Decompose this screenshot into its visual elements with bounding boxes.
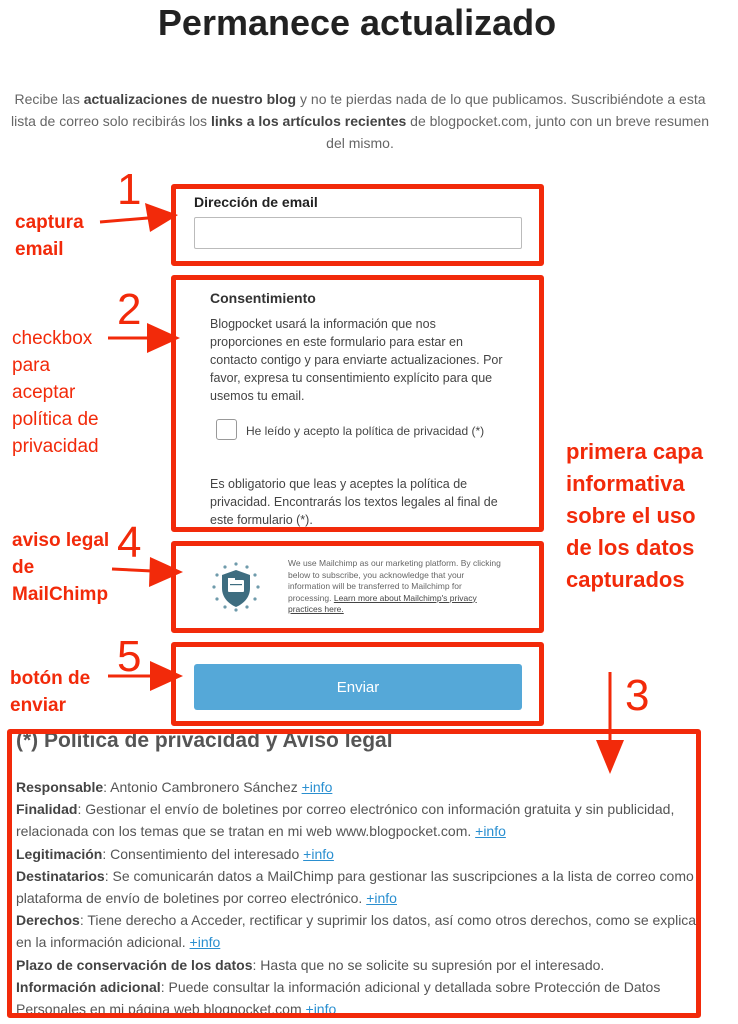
intro-fragment: y no te pierdas nada de lo que publicamos. Suscribiéndote a esta lista de correo solo recibirás los	[10, 91, 706, 129]
intro-fragment: actualizaciones de nuestro blog	[83, 91, 297, 107]
annotation-number-2: 2	[117, 285, 142, 334]
annotation-number-3: 3	[625, 671, 650, 720]
privacy-item-label: Destinatarios	[16, 867, 105, 884]
arrow-to-privacy	[596, 672, 624, 774]
intro-fragment: Recibe las	[14, 91, 84, 107]
privacy-item-text: : Tiene derecho a Acceder, rectificar y suprimir los datos, así como otros derechos, como se explica en la información adicional.	[16, 912, 697, 951]
mailchimp-notice-text: We use Mailchimp as our marketing platform. By clicking below to subscribe, you acknowledge that your information will be transferred to Mailchimp for processing.	[288, 558, 501, 603]
privacy-item-text: : Puede consultar la información adicional y detallada sobre Protección de Datos Personales en mi página web blogpocket.com	[16, 978, 661, 1018]
privacy-item-label: Plazo de conservación de los datos	[16, 956, 253, 973]
intro-fragment: links a los artículos recientes	[210, 113, 407, 129]
annotation-label-email: captura email	[15, 212, 84, 260]
privacy-item-text: : Hasta que no se solicite su supresión por el interesado.	[252, 956, 605, 973]
privacy-item-text: : Consentimiento del interesado	[102, 845, 304, 862]
intro-fragment: de blogpocket.com, junto con un breve resumen del mismo.	[326, 113, 710, 151]
annotation-label-mailchimp: aviso legal de MailChimp	[12, 530, 110, 605]
arrow-to-email	[100, 203, 178, 232]
annotation-number-5: 5	[117, 632, 142, 681]
privacy-more-link[interactable]: +info	[366, 890, 397, 907]
privacy-item-text: : Se comunicarán datos a MailChimp para gestionar las suscripciones a la lista de correo como plataforma de envío de boletines por correo electrónico.	[16, 867, 694, 907]
privacy-more-link[interactable]: +info	[475, 823, 506, 840]
privacy-item-label: Información adicional	[16, 978, 161, 995]
page-title: Permanece actualizado	[157, 2, 557, 43]
consent-note: Es obligatorio que leas y aceptes la política de privacidad. Encontrarás los textos legales al final de este formulario (*).	[210, 477, 498, 527]
annotation-label-submit: botón de enviar	[10, 668, 91, 716]
privacy-item-text: : Gestionar el envío de boletines por correo electrónico con información gratuita y sin publicidad, relacionada con los temas que se tratan en mi web www.blogpocket.com.	[16, 801, 675, 840]
annotation-label-first-layer: primera capa informativa sobre el uso de los datos capturados	[566, 439, 703, 592]
arrow-to-mailchimp	[112, 557, 183, 587]
annotation-number-4: 4	[117, 518, 142, 567]
privacy-item-label: Legitimación	[16, 845, 103, 862]
annotation-number-1: 1	[117, 165, 142, 214]
privacy-more-link[interactable]: +info	[303, 845, 334, 862]
mailchimp-privacy-link[interactable]: Learn more about Mailchimp's privacy practices here.	[288, 592, 477, 614]
privacy-more-link[interactable]: +info	[305, 1001, 337, 1018]
privacy-item-label: Derechos	[16, 912, 80, 929]
privacy-checkbox-label[interactable]: He leído y acepto la política de privacidad (*)	[246, 424, 485, 438]
privacy-item-label: Responsable	[16, 779, 104, 795]
privacy-more-link[interactable]: +info	[189, 934, 221, 951]
privacy-item-label: Finalidad	[16, 801, 78, 818]
privacy-more-link[interactable]: +info	[301, 779, 333, 795]
privacy-title: (*) Política de privacidad y Aviso legal	[16, 729, 393, 752]
privacy-item-text: : Antonio Cambronero Sánchez	[103, 779, 302, 795]
arrow-to-checkbox	[108, 323, 180, 353]
annotation-label-checkbox: checkbox para aceptar política de privacidad	[12, 328, 99, 457]
email-label: Dirección de email	[194, 194, 318, 210]
arrow-to-submit	[108, 661, 183, 691]
consent-text: Blogpocket usará la información que nos proporciones en este formulario para estar en contacto contigo y para enviarte actualizaciones. Por favor, expresa tu consentimiento explícito para que usemos tu email.	[210, 317, 503, 403]
submit-button[interactable]: Enviar	[194, 664, 522, 710]
consent-title: Consentimiento	[210, 290, 316, 306]
